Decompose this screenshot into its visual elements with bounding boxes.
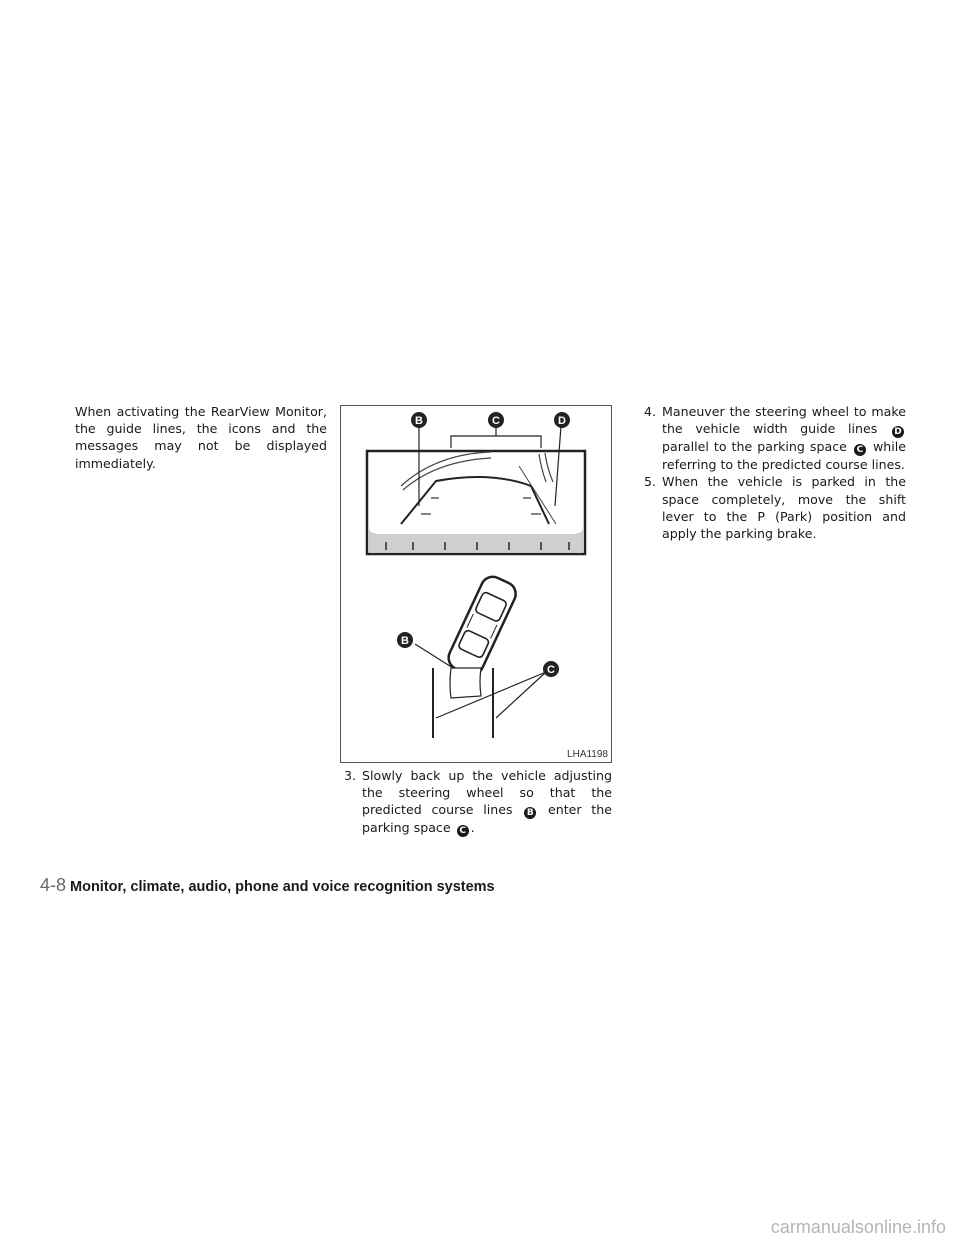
step-4-text-2: parallel to the parking space <box>662 439 847 455</box>
page-number: 4-8 <box>40 875 67 895</box>
car-parking-drawing <box>415 573 546 738</box>
callout-d-top <box>554 412 570 428</box>
step-3-text-2: enter the parking space <box>362 802 612 836</box>
step-4-text-3: while referring to the predicted course lines. <box>662 439 906 473</box>
step-5-text: When the vehicle is parked in the space completely, move the shift lever to the P (Park) position and apply the parking brake. <box>662 474 906 542</box>
step-3-text-1: Slowly back up the vehicle adjusting the steering wheel so that the predicted course lines <box>362 768 612 818</box>
rearview-figure <box>340 405 612 763</box>
callout-b-bottom-label: B <box>401 635 409 647</box>
step-4-text-1: Maneuver the steering wheel to make the vehicle width guide lines <box>662 404 906 437</box>
monitor-screen-drawing <box>367 424 585 554</box>
callout-b-top-label: B <box>415 415 423 427</box>
steps-column <box>644 403 906 542</box>
step-5-number: 5. <box>644 474 657 490</box>
figure-code: LHA1198 <box>567 749 608 760</box>
callout-c-bottom <box>543 661 559 677</box>
ref-b-badge: B <box>524 807 536 819</box>
ref-c-badge: C <box>854 444 866 456</box>
ref-c-badge: C <box>457 825 469 837</box>
step-3-number: 3. <box>344 768 357 783</box>
callout-c-top <box>488 412 504 428</box>
callout-b-top <box>411 412 427 428</box>
step-4 <box>644 403 906 473</box>
step-4-number: 4. <box>644 404 657 419</box>
callout-b-bottom <box>397 632 413 648</box>
rearview-illustration <box>341 406 613 764</box>
page-footer <box>40 875 495 896</box>
callout-d-top-label: D <box>558 415 566 427</box>
intro-text: When activating the RearView Monitor, the guide lines, the icons and the messages may not be displayed immediately. <box>75 404 327 471</box>
step-3 <box>344 767 612 837</box>
step-3-text-3: . <box>470 820 475 836</box>
watermark: carmanualsonline.info <box>770 1217 946 1237</box>
callout-c-top-label: C <box>492 415 500 427</box>
callout-c-bottom-label: C <box>547 664 555 676</box>
step-5 <box>644 473 906 542</box>
section-title: Monitor, climate, audio, phone and voice recognition systems <box>70 879 495 895</box>
intro-paragraph <box>75 403 327 472</box>
ref-d-badge: D <box>892 426 904 438</box>
